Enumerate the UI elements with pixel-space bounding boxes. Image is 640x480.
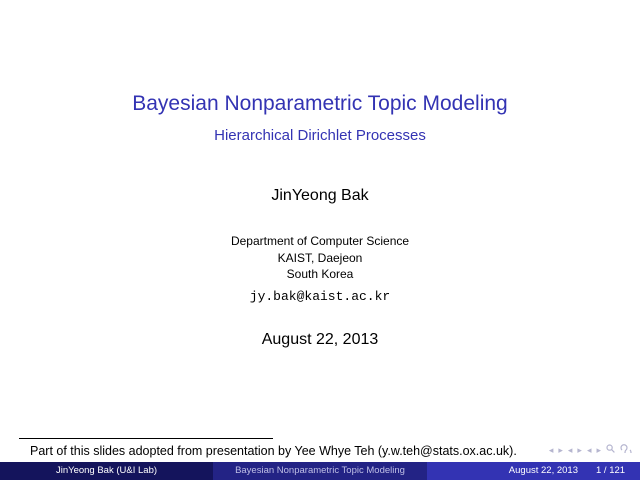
slide-title: Bayesian Nonparametric Topic Modeling xyxy=(132,92,508,115)
footer-title: Bayesian Nonparametric Topic Modeling xyxy=(213,462,427,480)
footnote: Part of this slides adopted from presentation by Yee Whye Teh (y.w.teh@stats.ox.ac.uk). xyxy=(30,444,517,458)
nav-prev-slide-icon[interactable]: ◂ xyxy=(548,446,554,456)
nav-next-frame-icon[interactable]: ▸ xyxy=(577,446,582,456)
footnote-rule xyxy=(19,438,273,439)
author-email: jy.bak@kaist.ac.kr xyxy=(249,289,391,304)
nav-prev-frame-icon[interactable]: ◂ xyxy=(567,446,573,456)
author-name: JinYeong Bak xyxy=(271,187,369,204)
nav-undo-icon[interactable] xyxy=(620,444,632,458)
nav-next-section-icon[interactable]: ▸ xyxy=(596,446,601,456)
slide-subtitle: Hierarchical Dirichlet Processes xyxy=(214,127,426,144)
footer-page-number: 1 / 121 xyxy=(596,465,626,476)
footer-bar xyxy=(0,462,640,480)
presentation-date: August 22, 2013 xyxy=(261,331,379,348)
institute-location: KAIST, Daejeon xyxy=(277,251,363,265)
institute-department: Department of Computer Science xyxy=(230,234,410,248)
navigation-symbols xyxy=(549,444,632,458)
footer-right xyxy=(427,462,640,480)
footer-author: JinYeong Bak (U&I Lab) xyxy=(0,462,213,480)
nav-next-slide-icon[interactable]: ▸ xyxy=(558,446,563,456)
nav-search-icon[interactable] xyxy=(606,444,615,458)
footer-date: August 22, 2013 xyxy=(508,465,578,476)
institute-country: South Korea xyxy=(286,267,354,281)
nav-prev-section-icon[interactable]: ◂ xyxy=(586,446,592,456)
